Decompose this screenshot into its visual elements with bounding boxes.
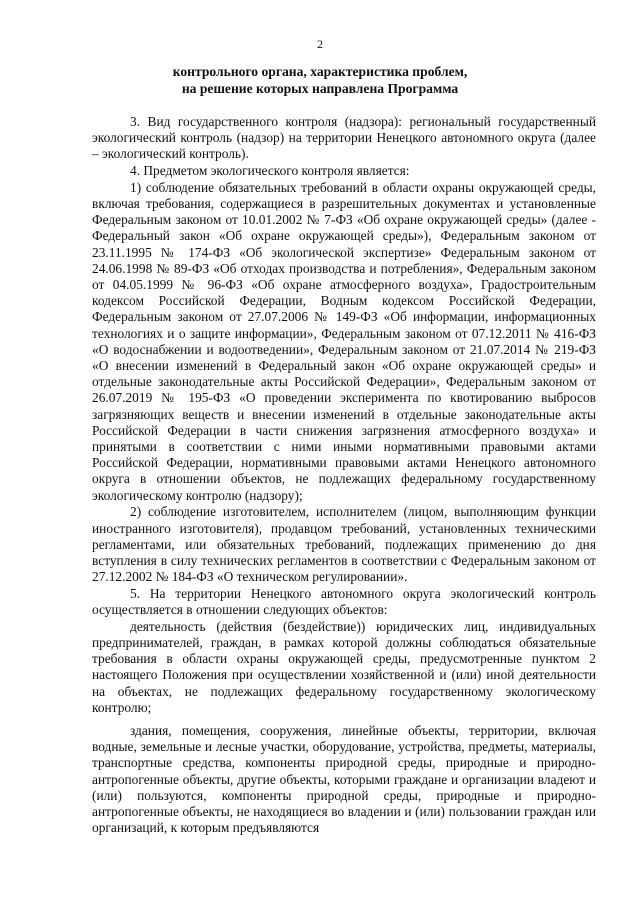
- document-body: [92, 114, 596, 837]
- paragraph-subject-item-1: 1) соблюдение обязательных требований в области охраны окружающей среды, включая требования, содержащиеся в разрешительных документах и установленные Федеральным законом от 10.01.2002 № 7-ФЗ «Об охране окружающей среды» (далее - Федеральный закон «Об охране окружающей среды»), Федеральным законом от 23.11.1995 № 174-ФЗ «Об экологической экспертизе» Федеральным законом от 24.06.1998 № 89-ФЗ «Об отходах производства и потребления», Федеральным законом от 04.05.1999 № 96-ФЗ «Об охране атмосферного воздуха», Градостроительным кодексом Российской Федерации, Водным кодексом Российской Федерации, Федеральным законом от 27.07.2006 № 149-ФЗ «Об информации, информационных технологиях и о защите информации», Федеральным законом от 07.12.2011 № 416-ФЗ «О водоснабжении и водоотведении», Федеральным законом от 21.07.2014 № 219-ФЗ «О внесении изменений в Федеральный закон «Об охране окружающей среды» и отдельные законодательные акты Российской Федерации», Федеральным законом от 26.07.2019 № 195-ФЗ «О проведении эксперимента по квотированию выбросов загрязняющих веществ и внесении изменений в отдельные законодательные акты Российской Федерации в части снижения загрязнения атмосферного воздуха» и принятыми в соответствии с ними иными нормативными правовыми актами Российской Федерации, нормативными правовыми актами Ненецкого автономного округа в отношении объектов, не подлежащих федеральному государственному экологическому контролю (надзору);: [92, 179, 596, 503]
- paragraph-object-property: здания, помещения, сооружения, линейные объекты, территории, включая водные, земельные и лесные участки, оборудование, устройства, предметы, материалы, транспортные средства, компоненты природной среды, природные и природно-антропогенные объекты, другие объекты, которыми граждане и организации владеют и (или) пользуются, компоненты природной среды, природные и природно-антропогенные объекты, не находящиеся во владении и (или) пользовании граждан или организаций, к которым предъявляются: [92, 723, 596, 836]
- paragraph-object-activity: деятельность (действия (бездействие)) юридических лиц, индивидуальных предпринимателей, граждан, в рамках которой должны соблюдаться обязательные требования в области охраны окружающей среды, предусмотренные пунктом 2 настоящего Положения при осуществлении хозяйственной и (или) иной деятельности на объектах, не подлежащих федеральному государственному экологическому контролю;: [92, 618, 596, 715]
- section-heading-line-1: контрольного органа, характеристика проблем,: [172, 64, 468, 79]
- section-heading: [100, 64, 540, 97]
- paragraph-subject-item-2: 2) соблюдение изготовителем, исполнителем (лицом, выполняющим функции иностранного изготовителя), продавцом требований, установленных техническими регламентами, или обязательных требований, подлежащих применению до дня вступления в силу технических регламентов в соответствии с Федеральным законом от 27.12.2002 № 184-ФЗ «О техническом регулировании».: [92, 504, 596, 585]
- page-number: 2: [317, 37, 323, 51]
- paragraph-control-objects: 5. На территории Ненецкого автономного округа экологический контроль осуществляется в отношении следующих объектов:: [92, 585, 596, 618]
- paragraph-control-subject: 4. Предметом экологического контроля является:: [130, 163, 410, 179]
- section-heading-line-2: на решение которых направлена Программа: [181, 80, 459, 96]
- paragraph-control-type: 3. Вид государственного контроля (надзора): региональный государственный экологический контроль (надзор) на территории Ненецкого автономного округа (далее – экологический контроль).: [92, 114, 596, 162]
